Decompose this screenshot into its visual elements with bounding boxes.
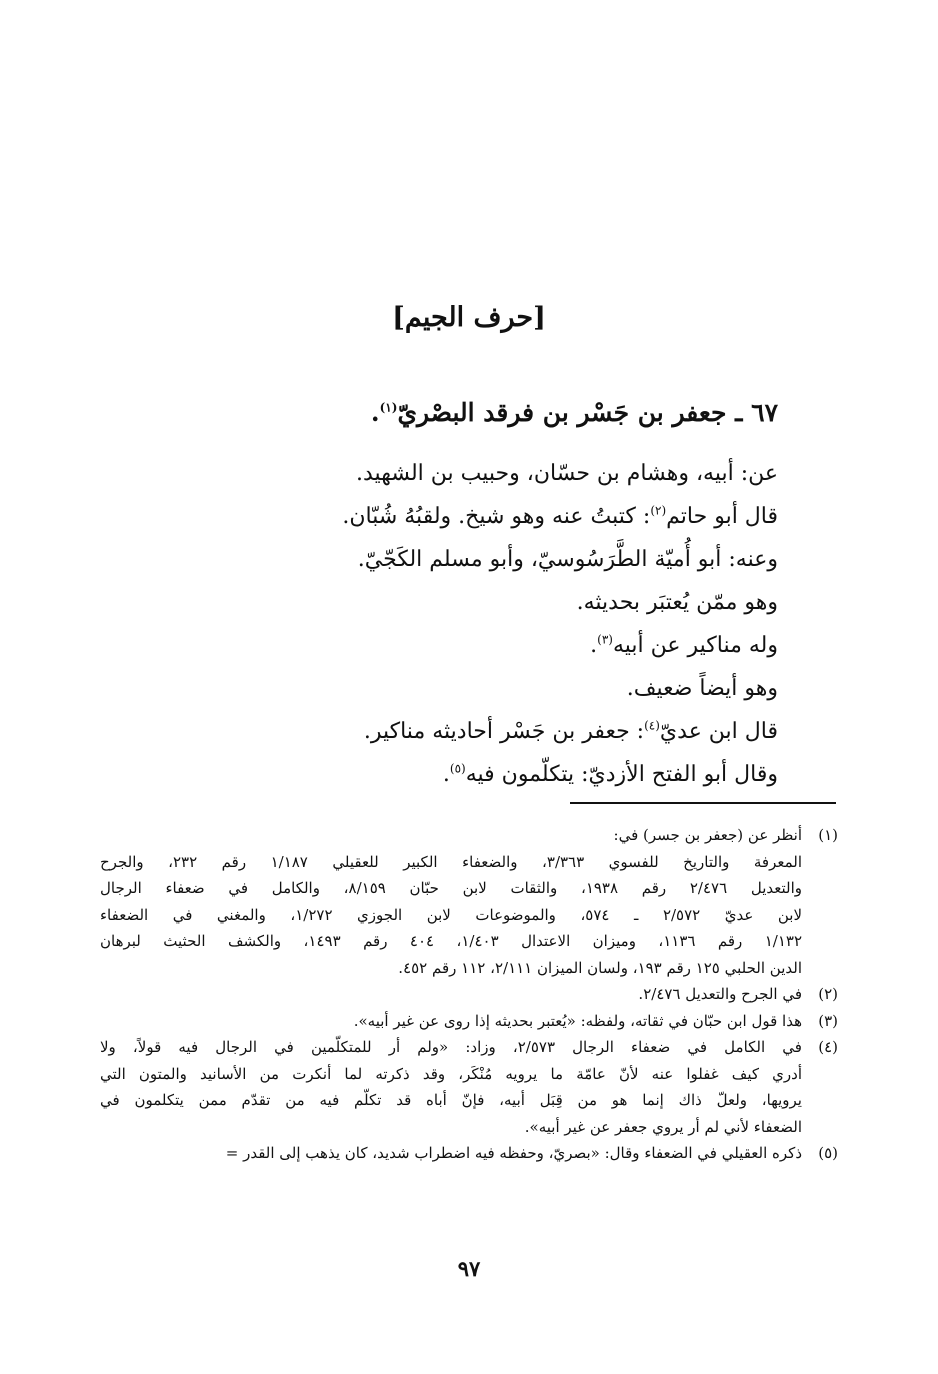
entry-body [138, 452, 778, 796]
body-line [138, 452, 778, 495]
entry-title [138, 398, 778, 427]
body-line-text: وله مناكير عن أبيه [612, 633, 778, 658]
footnote [100, 822, 838, 981]
footnote-line: أنظر عن (جعفر بن جسر) في: [613, 826, 802, 844]
section-heading: [حرف الجيم] [392, 302, 546, 333]
footnote-line: والتعديل ٢/٤٧٦ رقم ١٩٣٨، والثقات لابن حبّان ٨/١٥٩، والكامل في ضعفاء الرجال [100, 879, 802, 897]
footnote-ref[interactable]: (٣) [597, 632, 613, 647]
footnote-line: أدري كيف غفلوا عنه لأنّ عامّة ما يرويه مُنْكَر، وقد ذكرته لما أنكرت من الأسانيد والمتون التي [100, 1064, 802, 1083]
body-line-text: عن: أبيه، وهشام بن حسّان، وحبيب بن الشهيد. [356, 461, 778, 486]
body-line-text: وهو ممّن يُعتبَر بحديثه. [576, 590, 778, 615]
footnote-line: يرويها، ولعلّ ذاك إنما هو من قِبَل أبيه، فإنّ أباه قد تكلّم فيه من تقدّم ممن يتكلمون في [100, 1091, 802, 1109]
body-line [138, 710, 778, 753]
body-line-text: وهو أيضاً ضعيف. [626, 676, 778, 701]
footnote-number: (٢) [818, 985, 838, 1003]
body-line-continuation: . [442, 762, 450, 787]
footnote-line: ١/١٣٢ رقم ١١٣٦، وميزان الاعتدال ١/٤٠٣، ٤٠٤ رقم ١٤٩٣، والكشف الحثيث لبرهان [100, 932, 802, 950]
body-line [138, 495, 778, 538]
body-line-continuation: : كتبتُ عنه وهو شيخ. ولقبُهُ شُبّان. [342, 504, 651, 529]
footnote-line: الضعفاء لأني لم أر يروي جعفر عن غير أبيه». [524, 1117, 802, 1136]
body-line-continuation: : جعفر بن جَسْر أحاديثه مناكير. [363, 719, 645, 744]
footnote-text [100, 981, 802, 1008]
footnote-line: ذكره العقيلي في الضعفاء وقال: «بصريّ، وحفظه فيه اضطراب شديد، كان يذهب إلى القدر = [225, 1144, 802, 1162]
footnote-ref[interactable]: (٥) [449, 761, 466, 776]
entry-title-footnote-ref[interactable]: (١) [379, 400, 398, 415]
footnote-line: هذا قول ابن حبّان في ثقاته، ولفظه: «يُعتبر بحديثه إذا روى عن غير أبيه». [353, 1011, 802, 1030]
footnote-text [100, 1034, 802, 1140]
body-line [138, 753, 778, 796]
body-line-continuation: . [590, 633, 598, 658]
footnote-number: (٥) [818, 1144, 838, 1162]
body-line-text: وقال أبو الفتح الأزديّ: يتكلّمون فيه [465, 762, 778, 787]
footnote [100, 981, 838, 1008]
body-line [138, 667, 778, 710]
body-line-text: قال ابن عديّ [659, 719, 778, 744]
footnote-line: في الجرح والتعديل ٢/٤٧٦. [638, 985, 802, 1003]
footnote-text [100, 1008, 802, 1035]
footnote-ref[interactable]: (٤) [644, 718, 660, 733]
footnote-text [100, 1140, 802, 1167]
body-line [138, 581, 778, 624]
footnote [100, 1008, 838, 1035]
entry-title-end: . [370, 398, 380, 427]
body-line-text: قال أبو حاتم [666, 504, 778, 529]
footnote-separator [570, 802, 836, 804]
footnote-number: (٣) [818, 1011, 838, 1030]
footnote-number: (٤) [818, 1038, 838, 1056]
body-line-text: وعنه: أبو أُميّة الطَّرَسُوسيّ، وأبو مسلم الكَجّيّ. [357, 547, 778, 572]
body-line [138, 538, 778, 581]
footnotes [100, 822, 838, 1167]
page-number: ٩٧ [457, 1256, 481, 1281]
footnote-line: الدين الحلبي ١٢٥ رقم ١٩٣، ولسان الميزان ٢/١١١، ١١٢ رقم ٤٥٢. [398, 958, 802, 977]
body-line [138, 624, 778, 667]
footnote-line: في الكامل في ضعفاء الرجال ٢/٥٧٣، وزاد: «ولم أر للمتكلّمين في الرجال فيه قولاً، ولا [100, 1038, 802, 1056]
footnote [100, 1140, 838, 1167]
footnote-number: (١) [818, 826, 838, 844]
entry-title-text: ٦٧ ـ جعفر بن جَسْر بن فرقد البصْريّ [397, 398, 778, 427]
footnote-line: المعرفة والتاريخ للفسوي ٣/٣٦٣، والضعفاء الكبير للعقيلي ١/١٨٧ رقم ٢٣٢، والجرح [100, 852, 802, 871]
footnote [100, 1034, 838, 1140]
footnote-text [100, 822, 802, 981]
footnote-line: لابن عديّ ٢/٥٧٢ ـ ٥٧٤، والموضوعات لابن الجوزي ١/٢٧٢، والمغني في الضعفاء [100, 905, 802, 924]
footnote-ref[interactable]: (٢) [650, 503, 667, 518]
